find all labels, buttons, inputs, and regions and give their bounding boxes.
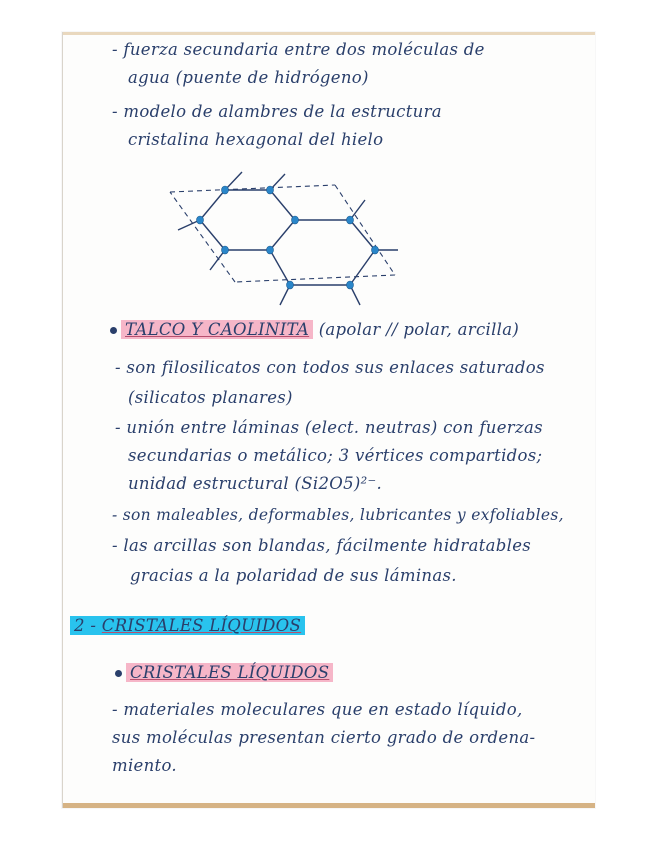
note-line-4: cristalina hexagonal del hielo bbox=[128, 130, 384, 149]
section-talco-heading bbox=[110, 320, 519, 339]
note-line-5: - son filosilicatos con todos sus enlaces saturados bbox=[115, 358, 545, 377]
note-line-11: - las arcillas son blandas, fácilmente hidratables bbox=[112, 536, 532, 555]
section-2-title: CRISTALES LÍQUIDOS bbox=[101, 616, 302, 635]
note-line-12: gracias a la polaridad de sus láminas. bbox=[130, 566, 457, 585]
note-line-10: - son maleables, deformables, lubricantes y exfoliables, bbox=[112, 506, 564, 524]
note-line-3: - modelo de alambres de la estructura bbox=[112, 102, 442, 121]
section-talco-title: TALCO Y CAOLINITA bbox=[121, 320, 313, 339]
section-2-heading bbox=[70, 616, 305, 635]
note-line-6: (silicatos planares) bbox=[128, 388, 293, 407]
note-line-2: agua (puente de hidrógeno) bbox=[128, 68, 369, 87]
note-line-1: - fuerza secundaria entre dos moléculas de bbox=[112, 40, 485, 59]
hexagonal-ice-lattice-diagram bbox=[160, 170, 410, 320]
note-line-15: miento. bbox=[112, 756, 177, 775]
bullet-icon bbox=[110, 327, 117, 334]
note-line-8: secundarias o metálico; 3 vértices compartidos; bbox=[128, 446, 543, 465]
subsection-title: CRISTALES LÍQUIDOS bbox=[126, 663, 333, 682]
note-line-7: - unión entre láminas (elect. neutras) con fuerzas bbox=[115, 418, 543, 437]
note-line-13: - materiales moleculares que en estado líquido, bbox=[112, 700, 523, 719]
subsection-heading bbox=[115, 663, 333, 682]
bullet-icon bbox=[115, 670, 122, 677]
section-2-number: 2 bbox=[74, 616, 85, 635]
page-bottom-edge bbox=[63, 803, 595, 808]
section-2-number-box: 2 - CRISTALES LÍQUIDOS bbox=[70, 616, 305, 635]
note-line-14: sus moléculas presentan cierto grado de ordena- bbox=[112, 728, 536, 747]
oxygen-nodes bbox=[197, 186, 379, 289]
section-talco-note: (apolar // polar, arcilla) bbox=[318, 320, 520, 339]
note-line-9: unidad estructural (Si2O5)²⁻. bbox=[128, 474, 383, 493]
page-top-edge bbox=[63, 32, 595, 35]
